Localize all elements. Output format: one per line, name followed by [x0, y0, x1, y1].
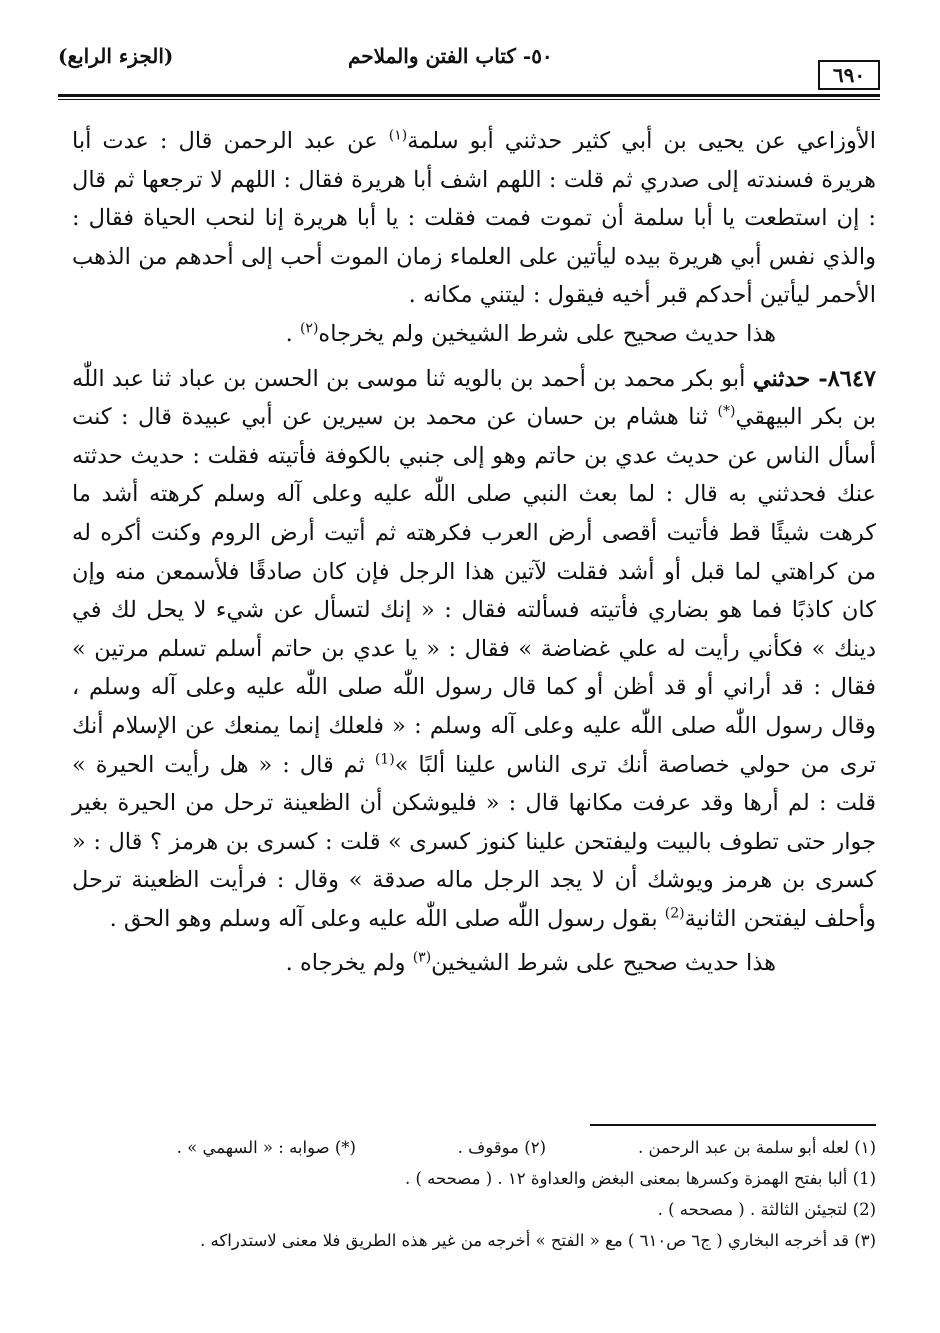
footnote: (2) لتجيئن الثالثة . ( مصححه ) . [657, 1200, 876, 1219]
footnote: (1) ألبا بفتح الهمزة وكسرها بمعنى البغض والعداوة ١٢ . ( مصححه ) . [404, 1169, 876, 1188]
footnote-rule [590, 1124, 876, 1126]
footnotes [64, 1132, 876, 1256]
text-run: ولم يخرجاه . [285, 950, 413, 977]
footnote-ref: (٢) [299, 320, 319, 337]
verdict-line [72, 315, 876, 354]
text-run: ثم قال : « هل رأيت الحيرة » قلت : لم أرها وقد عرفت مكانها قال : « فليوشكن أن الظعينة ترحل من الحيرة بغير جوار حتى تطوف بالبيت وليفتحن علينا كنوز كسرى » قلت : كسرى بن هرمز ؟ قال : « كسرى بن هرمز ويوشك أن لا يجد الرجل ماله صدقة » وقال : فرأيت الظعينة ترحل وأحلف ليفتحن الثانية [72, 751, 876, 932]
text-run: هذا حديث صحيح على شرط الشيخين [431, 950, 776, 977]
text-run: الأوزاعي عن يحيى بن أبي كثير حدثني أبو سلمة [407, 128, 876, 154]
text-run: بقول رسول اللّٰه صلى اللّٰه عليه وعلى آله وسلم وهو الحق . [109, 905, 665, 932]
footnote: (٢) موقوف . [457, 1138, 546, 1157]
footnote: (*) صوابه : « السهمي » . [176, 1138, 356, 1157]
paragraph [72, 122, 876, 315]
header-rule [58, 94, 880, 97]
footnote-ref: (١) [388, 127, 408, 144]
header-rule-thin [58, 99, 880, 100]
footnote-ref: (٣) [412, 949, 432, 966]
footnote-ref: (2) [664, 905, 685, 922]
text-run: أبو بكر محمد بن أحمد بن بالويه ثنا موسى بن الحسن بن عباد ثنا عبد اللّٰه بن بكر البيهقي [72, 365, 876, 431]
running-title: ٥٠- كتاب الفتن والملاحم [348, 44, 553, 68]
page-number: ٦٩٠ [818, 60, 880, 90]
verdict-line [72, 944, 876, 983]
footnote-ref: (*) [717, 403, 736, 420]
page-header [58, 42, 880, 102]
text-run: ثنا هشام بن حسان عن محمد بن سيرين عن أبي عبيدة قال : كنت أسأل الناس عن حديث عدي بن حاتم وهو إلى جنبي بالكوفة فأتيته فقلت : حديث حدثته عنك فحدثني به قال : لما بعث النبي صلى اللّٰه عليه وعلى آله وسلم كرهته أشد ما كرهت شيئًا قط فأتيت أقصى أرض العرب فكرهته ثم أتيت أرض الروم وكنت أكره له من كراهتي لما قبل أو أشد فقلت لآتين هذا الرجل فإن كان صادقًا فلأسمعن منه وإن كان كاذبًا فما هو بضاري فأتيته فسألته فقال : « إنك لتسأل عن شيء لا يحل لك في دينك » فكأني رأيت له علي غضاضة » فقال : « يا عدي بن حاتم أسلم تسلم مرتين » فقال : قد أراني أو قد أظن أو كما قال رسول اللّٰه صلى اللّٰه عليه وعلى آله وسلم ، وقال رسول اللّٰه صلى اللّٰه عليه وعلى آله وسلم : « فلعلك إنما يمنعك عن الإسلام أنك ترى من حولي خصاصة أنك ترى الناس علينا ألبًا » [72, 404, 876, 778]
volume-label: (الجزء الرابع) [58, 44, 174, 68]
hadith-number: ٨٦٤٧- حدثني [752, 365, 876, 392]
main-text [72, 122, 876, 983]
text-run: عن عبد الرحمن قال : عدت أبا هريرة فسندته إلى صدري ثم قلت : اللهم اشف أبا هريرة فقال : اللهم لا ترجعها ثم قال : إن استطعت يا أبا سلمة أن تموت فمت فقلت : يا أبا هريرة إنا لنحب الحياة فقال : والذي نفس أبي هريرة بيده ليأتين على العلماء زمان الموت أحب إلى أحدهم من الذهب الأحمر ليأتين أحدكم قبر أخيه فيقول : ليتني مكانه . [72, 128, 876, 309]
text-run: هذا حديث صحيح على شرط الشيخين ولم يخرجاه [318, 320, 776, 347]
text-run: . [285, 320, 300, 347]
footnote-ref: (1) [374, 751, 395, 767]
footnote-row [64, 1132, 876, 1163]
footnote: (١) لعله أبو سلمة بن عبد الرحمن . [637, 1138, 876, 1157]
footnote: (٣) قد أخرجه البخاري ( ج٦ ص٦١٠ ) مع « الفتح » أخرجه من غير هذه الطريق فلا معنى لاستدراكه . [200, 1231, 876, 1250]
hadith-paragraph [72, 360, 876, 939]
